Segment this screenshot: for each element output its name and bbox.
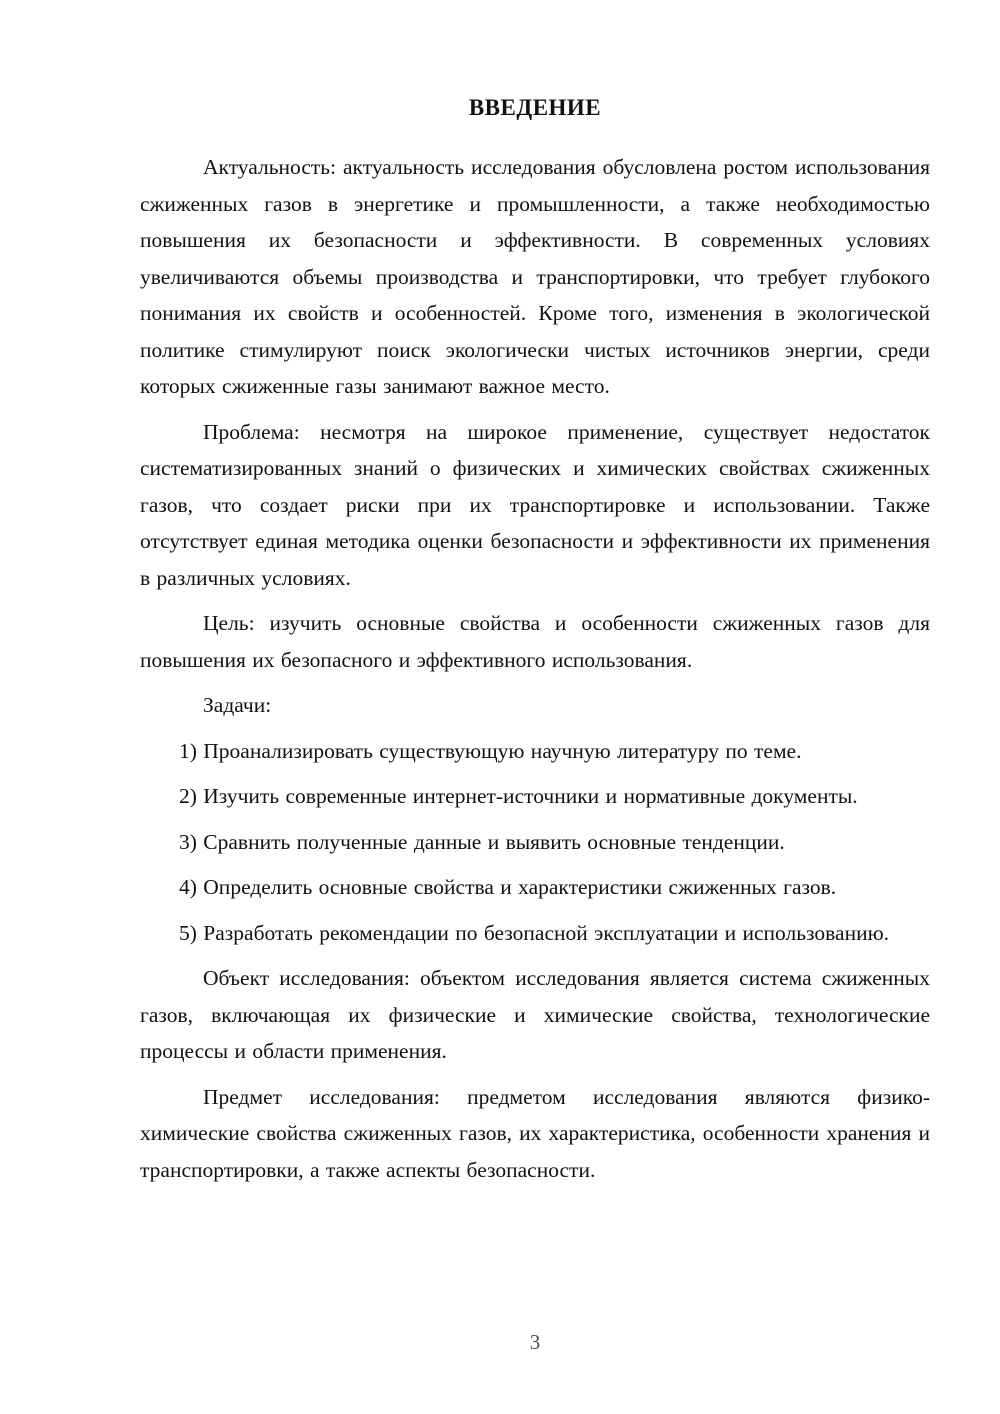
task-item-1: 1) Проанализировать существующую научную литературу по теме. [179,738,802,763]
page-number: 3 [529,1330,541,1354]
paragraph-subject: Предмет исследования: предметом исследования являются физико-химические свойства сжиженных газов, их характеристика, особенности хранения и транспортировки, а также аспекты безопасности. [140,1084,930,1182]
page-title: ВВЕДЕНИЕ [468,95,602,120]
task-item-3: 3) Сравнить полученные данные и выявить основные тенденции. [179,829,785,854]
paragraph-relevance: Актуальность: актуальность исследования обусловлена ростом использования сжиженных газов в энергетике и промышленности, а также необходимостью повышения их безопасности и эффективности. В современных условиях увеличиваются объемы производства и транспортировки, что требует глубокого понимания их свойств и особенностей. Кроме того, изменения в экологической политике стимулируют поиск экологически чистых источников энергии, среди которых сжиженные газы занимают важное место. [140,155,930,398]
task-item-4: 4) Определить основные свойства и характеристики сжиженных газов. [179,875,837,899]
task-item-5: 5) Разработать рекомендации по безопасной эксплуатации и использованию. [179,920,890,945]
paragraph-object: Объект исследования: объектом исследования является система сжиженных газов, включающая их физические и химические свойства, технологические процессы и области применения. [140,966,930,1063]
paragraph-goal: Цель: изучить основные свойства и особенности сжиженных газов для повышения их безопасного и эффективного использования. [140,611,930,672]
task-item-2: 2) Изучить современные интернет-источники и нормативные документы. [179,784,858,808]
paragraph-problem: Проблема: несмотря на широкое применение, существует недостаток систематизированных знаний о физических и химических свойствах сжиженных газов, что создает риски при их транспортировке и использовании. Также отсутствует единая методика оценки безопасности и эффективности их применения в различных условиях. [140,419,930,590]
paragraph-tasks-heading: Задачи: [203,693,272,717]
document-content [140,94,930,1197]
